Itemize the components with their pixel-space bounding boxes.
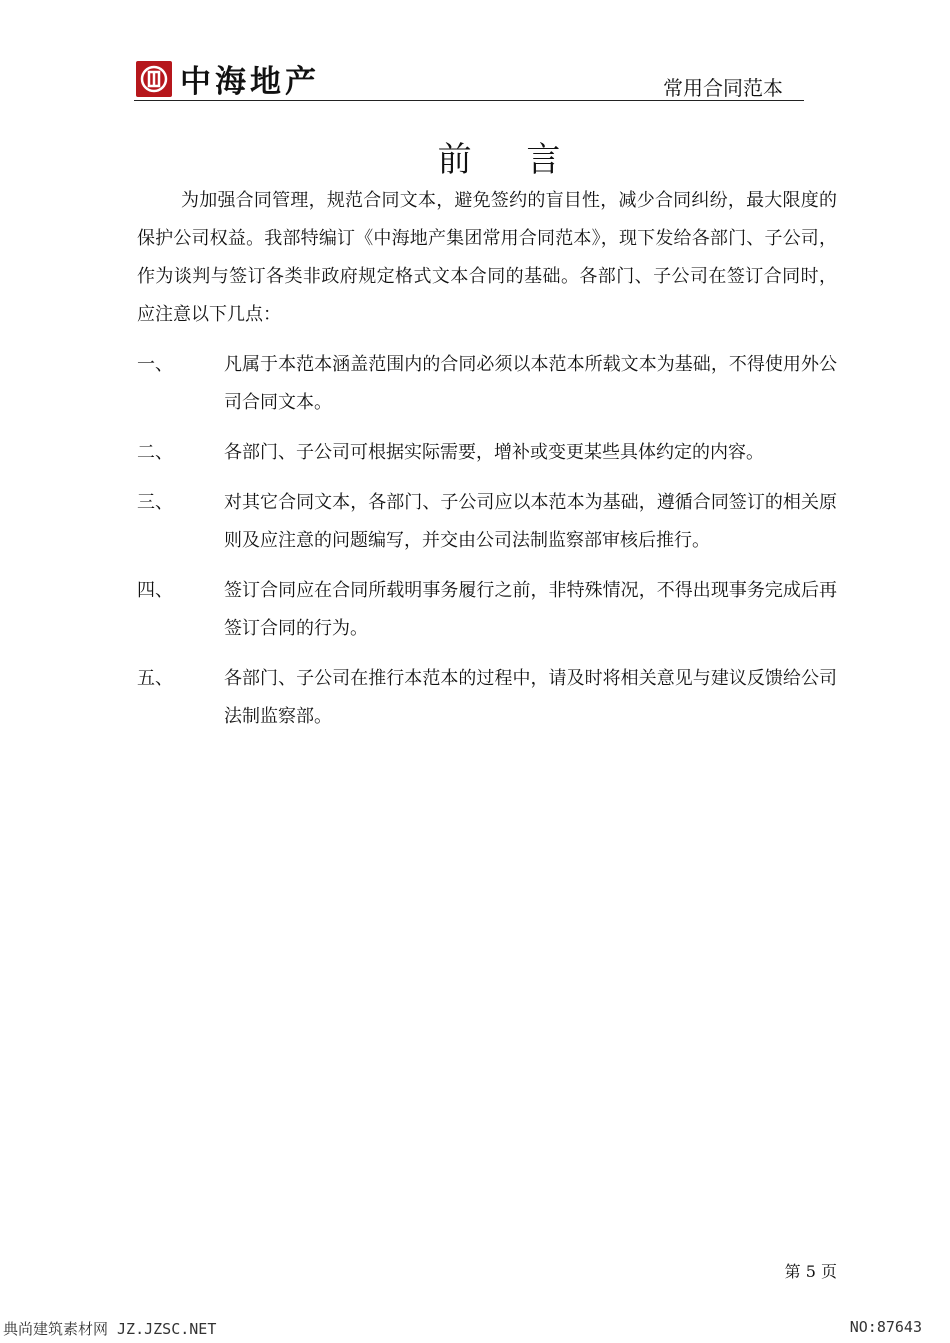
document-header-title: 常用合同范本 bbox=[663, 76, 783, 100]
watermark-site: 典尚建筑素材网 JZ.JZSC.NET bbox=[3, 1320, 217, 1338]
page-title: 前 言 bbox=[437, 140, 583, 180]
list-item bbox=[137, 572, 837, 648]
list-item-number: 四、 bbox=[137, 580, 173, 601]
page-number: 第 5 页 bbox=[784, 1262, 837, 1281]
intro-paragraph: 为加强合同管理，规范合同文本，避免签约的盲目性，减少合同纠纷，最大限度的保护公司权益。我部特编订《中海地产集团常用合同范本》，现下发给各部门、子公司，作为谈判与签订各类非政府规定格式文本合同的基础。各部门、子公司在签订合同时，应注意以下几点： bbox=[137, 190, 837, 325]
list-item bbox=[137, 346, 837, 422]
list-item bbox=[137, 660, 837, 736]
list-item bbox=[137, 434, 837, 472]
list-item-number: 三、 bbox=[137, 492, 173, 513]
watermark-number: NO:87643 bbox=[849, 1318, 922, 1336]
logo-emblem-icon bbox=[136, 61, 172, 97]
list-item-text: 各部门、子公司在推行本范本的过程中，请及时将相关意见与建议反馈给公司法制监察部。 bbox=[224, 668, 837, 727]
list-item-number: 五、 bbox=[137, 668, 173, 689]
list-item-text: 凡属于本范本涵盖范围内的合同必须以本范本所载文本为基础，不得使用外公司合同文本。 bbox=[224, 354, 837, 413]
list-item-number: 一、 bbox=[137, 354, 173, 375]
header-divider bbox=[134, 100, 804, 101]
list-item bbox=[137, 484, 837, 560]
list-item-number: 二、 bbox=[137, 442, 173, 463]
logo-text: 中海地产 bbox=[180, 64, 320, 100]
list-item-text: 签订合同应在合同所载明事务履行之前，非特殊情况，不得出现事务完成后再签订合同的行为。 bbox=[224, 580, 837, 639]
company-logo bbox=[136, 56, 320, 101]
list-item-text: 对其它合同文本，各部门、子公司应以本范本为基础，遵循合同签订的相关原则及应注意的问题编写，并交由公司法制监察部审核后推行。 bbox=[224, 492, 837, 551]
list-item-text: 各部门、子公司可根据实际需要，增补或变更某些具体约定的内容。 bbox=[224, 442, 764, 463]
document-body bbox=[137, 182, 837, 748]
